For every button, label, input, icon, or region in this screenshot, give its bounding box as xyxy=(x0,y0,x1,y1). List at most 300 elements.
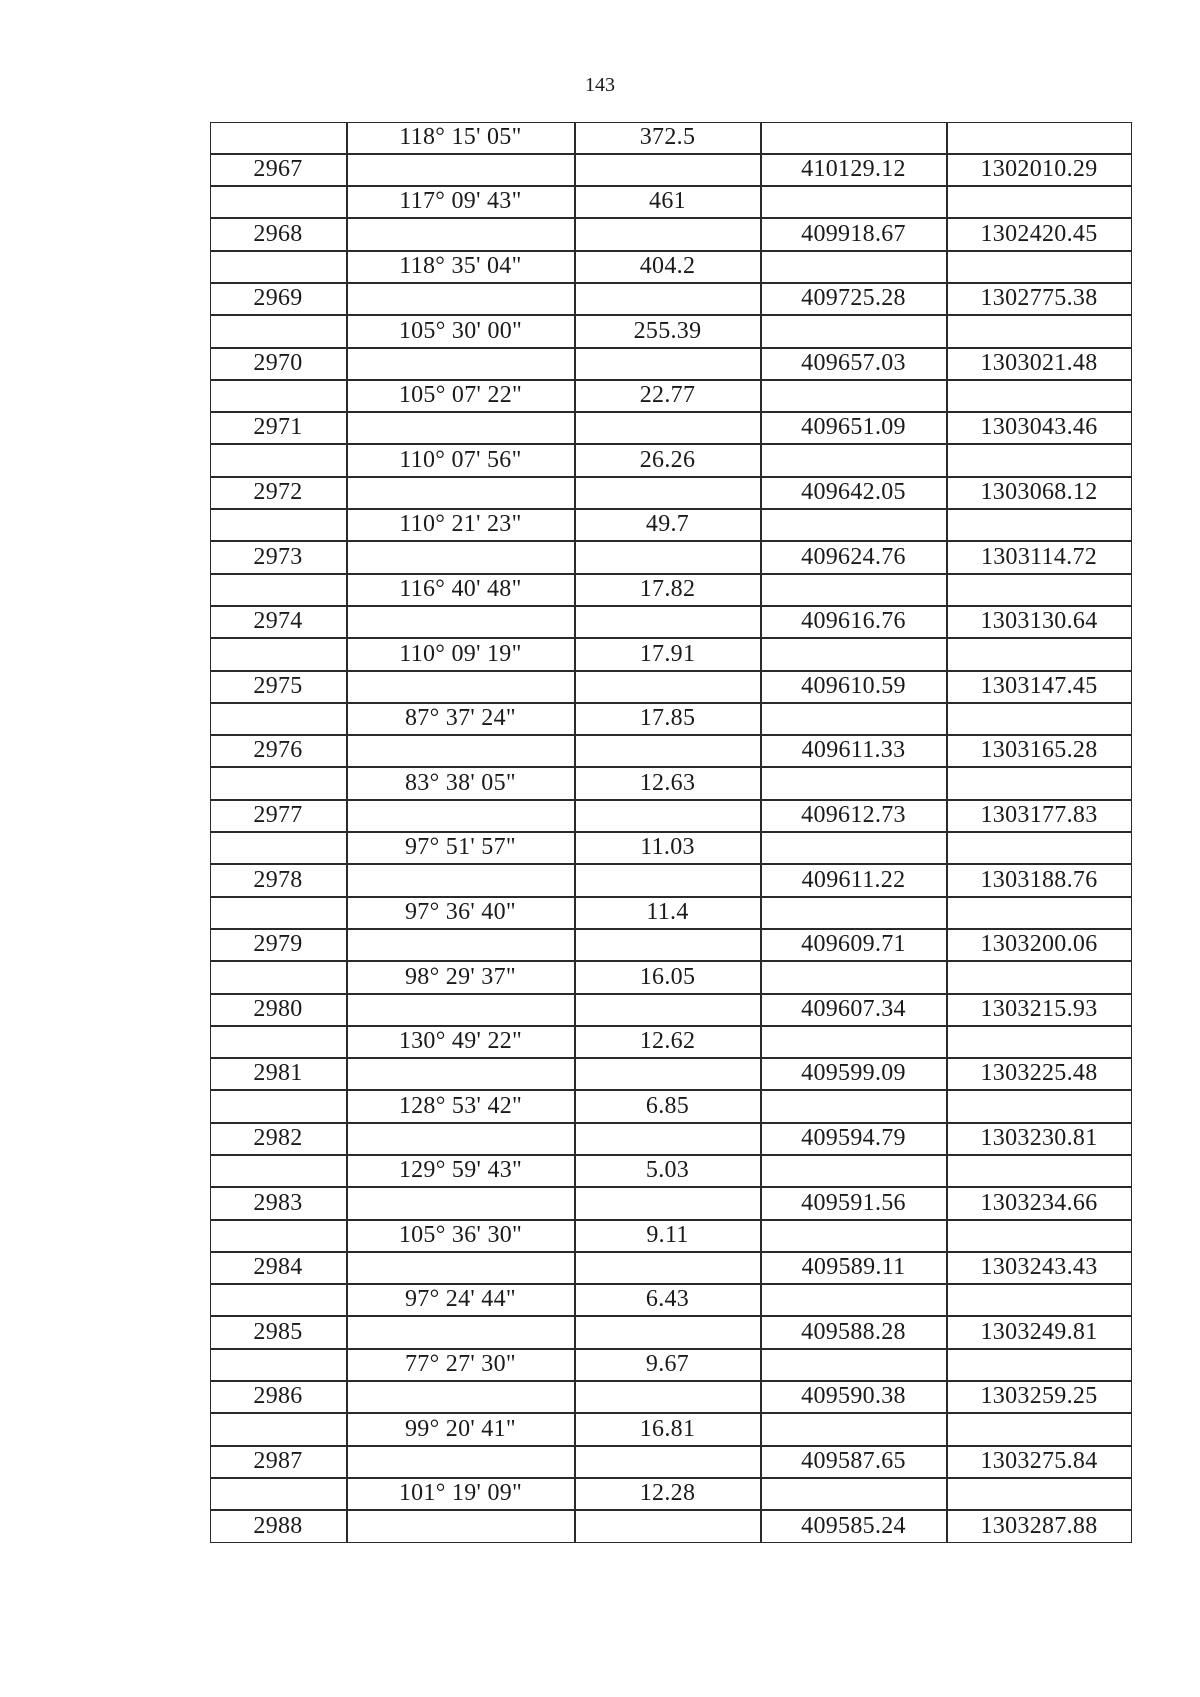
station-number: 2986 xyxy=(253,1383,303,1410)
distance-value-cell xyxy=(575,703,761,735)
distance-blank-cell xyxy=(575,929,761,961)
distance-value: 404.2 xyxy=(639,252,696,279)
easting-value: 409612.73 xyxy=(801,802,906,829)
bearing-blank-cell xyxy=(347,800,575,832)
distance-value-cell xyxy=(575,832,761,864)
distance-value-cell xyxy=(575,961,761,993)
easting-blank-cell xyxy=(761,444,947,476)
easting-value-cell xyxy=(761,1187,947,1219)
easting-blank-cell xyxy=(761,122,947,154)
table-row xyxy=(210,1026,1132,1091)
station-blank-cell xyxy=(210,1478,347,1510)
distance-value: 26.26 xyxy=(639,446,696,473)
table-row xyxy=(210,1285,1132,1350)
station-blank-cell xyxy=(210,1413,347,1445)
northing-value: 1303043.46 xyxy=(980,414,1098,441)
easting-value: 409624.76 xyxy=(801,543,906,570)
station-number-cell xyxy=(210,735,347,767)
northing-value: 1303275.84 xyxy=(980,1447,1098,1474)
easting-value: 409590.38 xyxy=(801,1383,906,1410)
station-blank-cell xyxy=(210,186,347,218)
bearing-value-cell xyxy=(347,122,575,154)
easting-value: 409589.11 xyxy=(801,1254,906,1281)
distance-value-cell xyxy=(575,251,761,283)
northing-value: 1303177.83 xyxy=(980,802,1098,829)
station-number-cell xyxy=(210,1316,347,1348)
table-row xyxy=(210,187,1132,252)
station-number: 2982 xyxy=(253,1125,303,1151)
distance-value: 12.63 xyxy=(639,769,696,796)
station-number: 2973 xyxy=(253,543,303,570)
distance-value-cell xyxy=(575,380,761,412)
bearing-blank-cell xyxy=(347,606,575,638)
northing-blank-cell xyxy=(947,1155,1132,1187)
distance-blank-cell xyxy=(575,1252,761,1284)
bearing-blank-cell xyxy=(347,1381,575,1413)
bearing-value-cell xyxy=(347,767,575,799)
easting-value: 409611.22 xyxy=(801,866,906,893)
northing-value: 1303068.12 xyxy=(980,479,1098,506)
distance-value: 17.85 xyxy=(639,705,696,732)
easting-value: 409918.67 xyxy=(801,220,906,247)
northing-value-cell xyxy=(947,477,1132,509)
station-number-cell xyxy=(210,994,347,1026)
distance-value: 12.62 xyxy=(639,1028,696,1055)
bearing-value: 83° 38' 05" xyxy=(404,769,517,796)
distance-blank-cell xyxy=(575,1058,761,1090)
bearing-value-cell xyxy=(347,961,575,993)
easting-blank-cell xyxy=(761,251,947,283)
station-blank-cell xyxy=(210,251,347,283)
easting-value: 409651.09 xyxy=(801,414,906,441)
northing-value-cell xyxy=(947,1123,1132,1155)
distance-blank-cell xyxy=(575,1510,761,1542)
table-row xyxy=(210,639,1132,704)
easting-value: 409607.34 xyxy=(801,995,906,1022)
station-number: 2972 xyxy=(253,479,303,506)
easting-value-cell xyxy=(761,800,947,832)
northing-blank-cell xyxy=(947,1026,1132,1058)
distance-blank-cell xyxy=(575,477,761,509)
northing-blank-cell xyxy=(947,703,1132,735)
station-number: 2974 xyxy=(253,608,303,635)
station-number-cell xyxy=(210,800,347,832)
bearing-blank-cell xyxy=(347,154,575,186)
distance-blank-cell xyxy=(575,1316,761,1348)
bearing-value-cell xyxy=(347,509,575,541)
easting-value-cell xyxy=(761,1446,947,1478)
bearing-blank-cell xyxy=(347,541,575,573)
station-number: 2983 xyxy=(253,1189,303,1216)
station-number: 2967 xyxy=(253,156,303,183)
distance-value: 16.05 xyxy=(639,963,696,990)
distance-value-cell xyxy=(575,315,761,347)
easting-value-cell xyxy=(761,348,947,380)
distance-value: 17.82 xyxy=(639,575,696,602)
coordinate-table xyxy=(210,122,1132,1543)
northing-value-cell xyxy=(947,800,1132,832)
bearing-value-cell xyxy=(347,315,575,347)
station-blank-cell xyxy=(210,574,347,606)
northing-value: 1303215.93 xyxy=(980,995,1098,1022)
distance-value-cell xyxy=(575,1284,761,1316)
distance-value: 461 xyxy=(649,188,686,215)
station-blank-cell xyxy=(210,444,347,476)
table-row xyxy=(210,1156,1132,1221)
easting-value: 409585.24 xyxy=(801,1512,906,1539)
northing-value-cell xyxy=(947,412,1132,444)
northing-value-cell xyxy=(947,1058,1132,1090)
northing-blank-cell xyxy=(947,574,1132,606)
easting-value-cell xyxy=(761,671,947,703)
northing-blank-cell xyxy=(947,1284,1132,1316)
bearing-blank-cell xyxy=(347,864,575,896)
northing-value: 1303249.81 xyxy=(980,1318,1098,1345)
station-number-cell xyxy=(210,1252,347,1284)
bearing-value: 110° 07' 56" xyxy=(399,446,522,473)
distance-blank-cell xyxy=(575,864,761,896)
easting-blank-cell xyxy=(761,1413,947,1445)
bearing-value: 98° 29' 37" xyxy=(404,963,517,990)
easting-value: 409599.09 xyxy=(801,1060,906,1087)
northing-value-cell xyxy=(947,606,1132,638)
easting-value: 409609.71 xyxy=(801,931,906,958)
easting-blank-cell xyxy=(761,1478,947,1510)
northing-value: 1303147.45 xyxy=(980,672,1098,699)
table-row xyxy=(210,768,1132,833)
distance-value: 12.28 xyxy=(639,1480,696,1507)
station-number-cell xyxy=(210,348,347,380)
bearing-value: 117° 09' 43" xyxy=(399,188,522,215)
table-row xyxy=(210,316,1132,381)
station-blank-cell xyxy=(210,509,347,541)
easting-blank-cell xyxy=(761,638,947,670)
bearing-value-cell xyxy=(347,251,575,283)
table-row xyxy=(210,1220,1132,1285)
northing-value: 1303230.81 xyxy=(980,1125,1098,1151)
station-blank-cell xyxy=(210,961,347,993)
northing-blank-cell xyxy=(947,897,1132,929)
northing-value-cell xyxy=(947,1446,1132,1478)
station-number: 2970 xyxy=(253,349,303,376)
easting-blank-cell xyxy=(761,186,947,218)
northing-value: 1303225.48 xyxy=(980,1060,1098,1087)
northing-value-cell xyxy=(947,1510,1132,1542)
northing-value: 1303200.06 xyxy=(980,931,1098,958)
table-row xyxy=(210,962,1132,1027)
distance-value-cell xyxy=(575,122,761,154)
station-number: 2977 xyxy=(253,802,303,829)
easting-blank-cell xyxy=(761,1090,947,1122)
easting-blank-cell xyxy=(761,832,947,864)
distance-value: 17.91 xyxy=(639,640,696,667)
easting-blank-cell xyxy=(761,574,947,606)
northing-value-cell xyxy=(947,994,1132,1026)
station-number-cell xyxy=(210,606,347,638)
easting-value-cell xyxy=(761,1316,947,1348)
northing-value-cell xyxy=(947,929,1132,961)
table-row xyxy=(210,122,1132,187)
northing-blank-cell xyxy=(947,638,1132,670)
bearing-value-cell xyxy=(347,897,575,929)
distance-blank-cell xyxy=(575,412,761,444)
northing-value: 1303114.72 xyxy=(980,543,1098,570)
bearing-value: 101° 19' 09" xyxy=(398,1480,523,1507)
distance-blank-cell xyxy=(575,1123,761,1155)
northing-value: 1303188.76 xyxy=(980,866,1098,893)
easting-value-cell xyxy=(761,1058,947,1090)
station-number: 2979 xyxy=(253,931,303,958)
northing-value-cell xyxy=(947,1252,1132,1284)
bearing-value: 105° 30' 00" xyxy=(398,317,523,344)
station-number: 2969 xyxy=(253,285,303,312)
easting-value: 409594.79 xyxy=(801,1125,906,1151)
easting-blank-cell xyxy=(761,1349,947,1381)
distance-value-cell xyxy=(575,1349,761,1381)
northing-blank-cell xyxy=(947,961,1132,993)
bearing-value: 116° 40' 48" xyxy=(399,575,522,602)
station-number-cell xyxy=(210,1510,347,1542)
easting-blank-cell xyxy=(761,1026,947,1058)
bearing-blank-cell xyxy=(347,671,575,703)
northing-value: 1303243.43 xyxy=(980,1254,1098,1281)
distance-blank-cell xyxy=(575,1381,761,1413)
distance-blank-cell xyxy=(575,994,761,1026)
northing-value-cell xyxy=(947,283,1132,315)
table-row xyxy=(210,1349,1132,1414)
distance-value: 6.85 xyxy=(645,1092,690,1119)
bearing-value-cell xyxy=(347,444,575,476)
easting-value-cell xyxy=(761,1252,947,1284)
easting-blank-cell xyxy=(761,315,947,347)
bearing-blank-cell xyxy=(347,735,575,767)
easting-value: 409610.59 xyxy=(801,672,906,699)
easting-value-cell xyxy=(761,994,947,1026)
northing-blank-cell xyxy=(947,1349,1132,1381)
northing-value-cell xyxy=(947,154,1132,186)
easting-blank-cell xyxy=(761,767,947,799)
station-number: 2971 xyxy=(253,414,303,441)
easting-value-cell xyxy=(761,412,947,444)
distance-value-cell xyxy=(575,444,761,476)
easting-value: 409591.56 xyxy=(801,1189,906,1216)
easting-value-cell xyxy=(761,864,947,896)
bearing-value: 77° 27' 30" xyxy=(404,1351,517,1378)
distance-value-cell xyxy=(575,186,761,218)
station-number: 2984 xyxy=(253,1254,303,1281)
bearing-blank-cell xyxy=(347,1252,575,1284)
easting-value-cell xyxy=(761,1381,947,1413)
bearing-value: 97° 51' 57" xyxy=(404,834,517,861)
easting-value-cell xyxy=(761,154,947,186)
station-blank-cell xyxy=(210,122,347,154)
distance-value-cell xyxy=(575,509,761,541)
bearing-value-cell xyxy=(347,380,575,412)
bearing-value-cell xyxy=(347,832,575,864)
bearing-blank-cell xyxy=(347,348,575,380)
bearing-value: 110° 21' 23" xyxy=(399,511,522,538)
table-row xyxy=(210,1091,1132,1156)
bearing-value-cell xyxy=(347,1090,575,1122)
station-number-cell xyxy=(210,283,347,315)
northing-value-cell xyxy=(947,218,1132,250)
distance-value-cell xyxy=(575,1155,761,1187)
distance-value: 22.77 xyxy=(639,382,696,409)
easting-blank-cell xyxy=(761,1155,947,1187)
easting-value-cell xyxy=(761,283,947,315)
northing-value: 1302775.38 xyxy=(980,285,1098,312)
table-row xyxy=(210,833,1132,898)
easting-value: 409657.03 xyxy=(801,349,906,376)
station-blank-cell xyxy=(210,1349,347,1381)
northing-blank-cell xyxy=(947,1478,1132,1510)
station-number: 2981 xyxy=(253,1060,303,1087)
station-number: 2976 xyxy=(253,737,303,764)
distance-value: 5.03 xyxy=(645,1157,690,1184)
northing-blank-cell xyxy=(947,444,1132,476)
easting-blank-cell xyxy=(761,1220,947,1252)
distance-value: 9.67 xyxy=(645,1351,690,1378)
bearing-blank-cell xyxy=(347,1123,575,1155)
northing-value: 1303259.25 xyxy=(980,1383,1098,1410)
bearing-blank-cell xyxy=(347,1187,575,1219)
station-number-cell xyxy=(210,218,347,250)
distance-blank-cell xyxy=(575,218,761,250)
easting-value-cell xyxy=(761,541,947,573)
bearing-value: 118° 15' 05" xyxy=(399,123,522,150)
bearing-blank-cell xyxy=(347,283,575,315)
easting-value: 409725.28 xyxy=(801,285,906,312)
table-row xyxy=(210,703,1132,768)
northing-blank-cell xyxy=(947,186,1132,218)
northing-value: 1303021.48 xyxy=(980,349,1098,376)
bearing-value-cell xyxy=(347,1155,575,1187)
easting-blank-cell xyxy=(761,1284,947,1316)
distance-value: 255.39 xyxy=(633,317,702,344)
table-row xyxy=(210,445,1132,510)
station-number-cell xyxy=(210,412,347,444)
page-number: 143 xyxy=(585,74,615,96)
station-number-cell xyxy=(210,671,347,703)
bearing-value-cell xyxy=(347,1349,575,1381)
station-number: 2980 xyxy=(253,995,303,1022)
bearing-value-cell xyxy=(347,186,575,218)
bearing-blank-cell xyxy=(347,1510,575,1542)
station-number-cell xyxy=(210,1381,347,1413)
easting-value-cell xyxy=(761,606,947,638)
station-number-cell xyxy=(210,1123,347,1155)
easting-value: 410129.12 xyxy=(801,156,906,183)
station-number: 2988 xyxy=(253,1512,303,1539)
bearing-blank-cell xyxy=(347,412,575,444)
distance-blank-cell xyxy=(575,671,761,703)
northing-blank-cell xyxy=(947,315,1132,347)
northing-value-cell xyxy=(947,1381,1132,1413)
station-number-cell xyxy=(210,864,347,896)
bearing-blank-cell xyxy=(347,1316,575,1348)
distance-blank-cell xyxy=(575,1446,761,1478)
easting-blank-cell xyxy=(761,703,947,735)
bearing-value-cell xyxy=(347,1284,575,1316)
bearing-blank-cell xyxy=(347,477,575,509)
northing-value-cell xyxy=(947,671,1132,703)
easting-value-cell xyxy=(761,735,947,767)
table-row xyxy=(210,897,1132,962)
distance-value-cell xyxy=(575,1413,761,1445)
station-blank-cell xyxy=(210,1090,347,1122)
distance-value-cell xyxy=(575,574,761,606)
easting-value-cell xyxy=(761,1123,947,1155)
northing-value-cell xyxy=(947,1316,1132,1348)
distance-value-cell xyxy=(575,1026,761,1058)
station-number-cell xyxy=(210,1187,347,1219)
distance-blank-cell xyxy=(575,606,761,638)
bearing-value: 129° 59' 43" xyxy=(398,1157,523,1184)
bearing-value: 128° 53' 42" xyxy=(398,1092,523,1119)
station-number-cell xyxy=(210,154,347,186)
easting-value-cell xyxy=(761,1510,947,1542)
easting-blank-cell xyxy=(761,509,947,541)
bearing-blank-cell xyxy=(347,1058,575,1090)
distance-value-cell xyxy=(575,1220,761,1252)
bearing-value: 130° 49' 22" xyxy=(398,1028,523,1055)
station-number: 2987 xyxy=(253,1447,303,1474)
northing-value: 1303287.88 xyxy=(980,1512,1098,1539)
bearing-value: 87° 37' 24" xyxy=(404,705,517,732)
distance-value-cell xyxy=(575,638,761,670)
distance-blank-cell xyxy=(575,1187,761,1219)
easting-blank-cell xyxy=(761,961,947,993)
station-blank-cell xyxy=(210,380,347,412)
northing-blank-cell xyxy=(947,1413,1132,1445)
bearing-value-cell xyxy=(347,1413,575,1445)
bearing-value-cell xyxy=(347,1478,575,1510)
distance-value: 372.5 xyxy=(639,123,696,150)
bearing-value-cell xyxy=(347,638,575,670)
northing-blank-cell xyxy=(947,767,1132,799)
northing-blank-cell xyxy=(947,380,1132,412)
station-blank-cell xyxy=(210,1026,347,1058)
station-number-cell xyxy=(210,541,347,573)
distance-value-cell xyxy=(575,1090,761,1122)
distance-value: 11.4 xyxy=(646,898,689,925)
northing-blank-cell xyxy=(947,1220,1132,1252)
bearing-blank-cell xyxy=(347,1446,575,1478)
station-blank-cell xyxy=(210,1284,347,1316)
station-blank-cell xyxy=(210,897,347,929)
easting-value: 409611.33 xyxy=(801,737,906,764)
northing-blank-cell xyxy=(947,122,1132,154)
northing-blank-cell xyxy=(947,509,1132,541)
easting-value: 409587.65 xyxy=(801,1447,906,1474)
northing-value: 1302010.29 xyxy=(980,156,1098,183)
easting-value-cell xyxy=(761,477,947,509)
bearing-blank-cell xyxy=(347,929,575,961)
easting-value: 409642.05 xyxy=(801,479,906,506)
distance-value: 9.11 xyxy=(646,1221,689,1248)
northing-blank-cell xyxy=(947,832,1132,864)
table-row xyxy=(210,1414,1132,1479)
station-number-cell xyxy=(210,929,347,961)
bearing-value: 110° 09' 19" xyxy=(399,640,522,667)
northing-value-cell xyxy=(947,348,1132,380)
station-blank-cell xyxy=(210,315,347,347)
northing-value-cell xyxy=(947,541,1132,573)
station-number: 2968 xyxy=(253,220,303,247)
station-number: 2978 xyxy=(253,866,303,893)
distance-value-cell xyxy=(575,767,761,799)
easting-blank-cell xyxy=(761,380,947,412)
